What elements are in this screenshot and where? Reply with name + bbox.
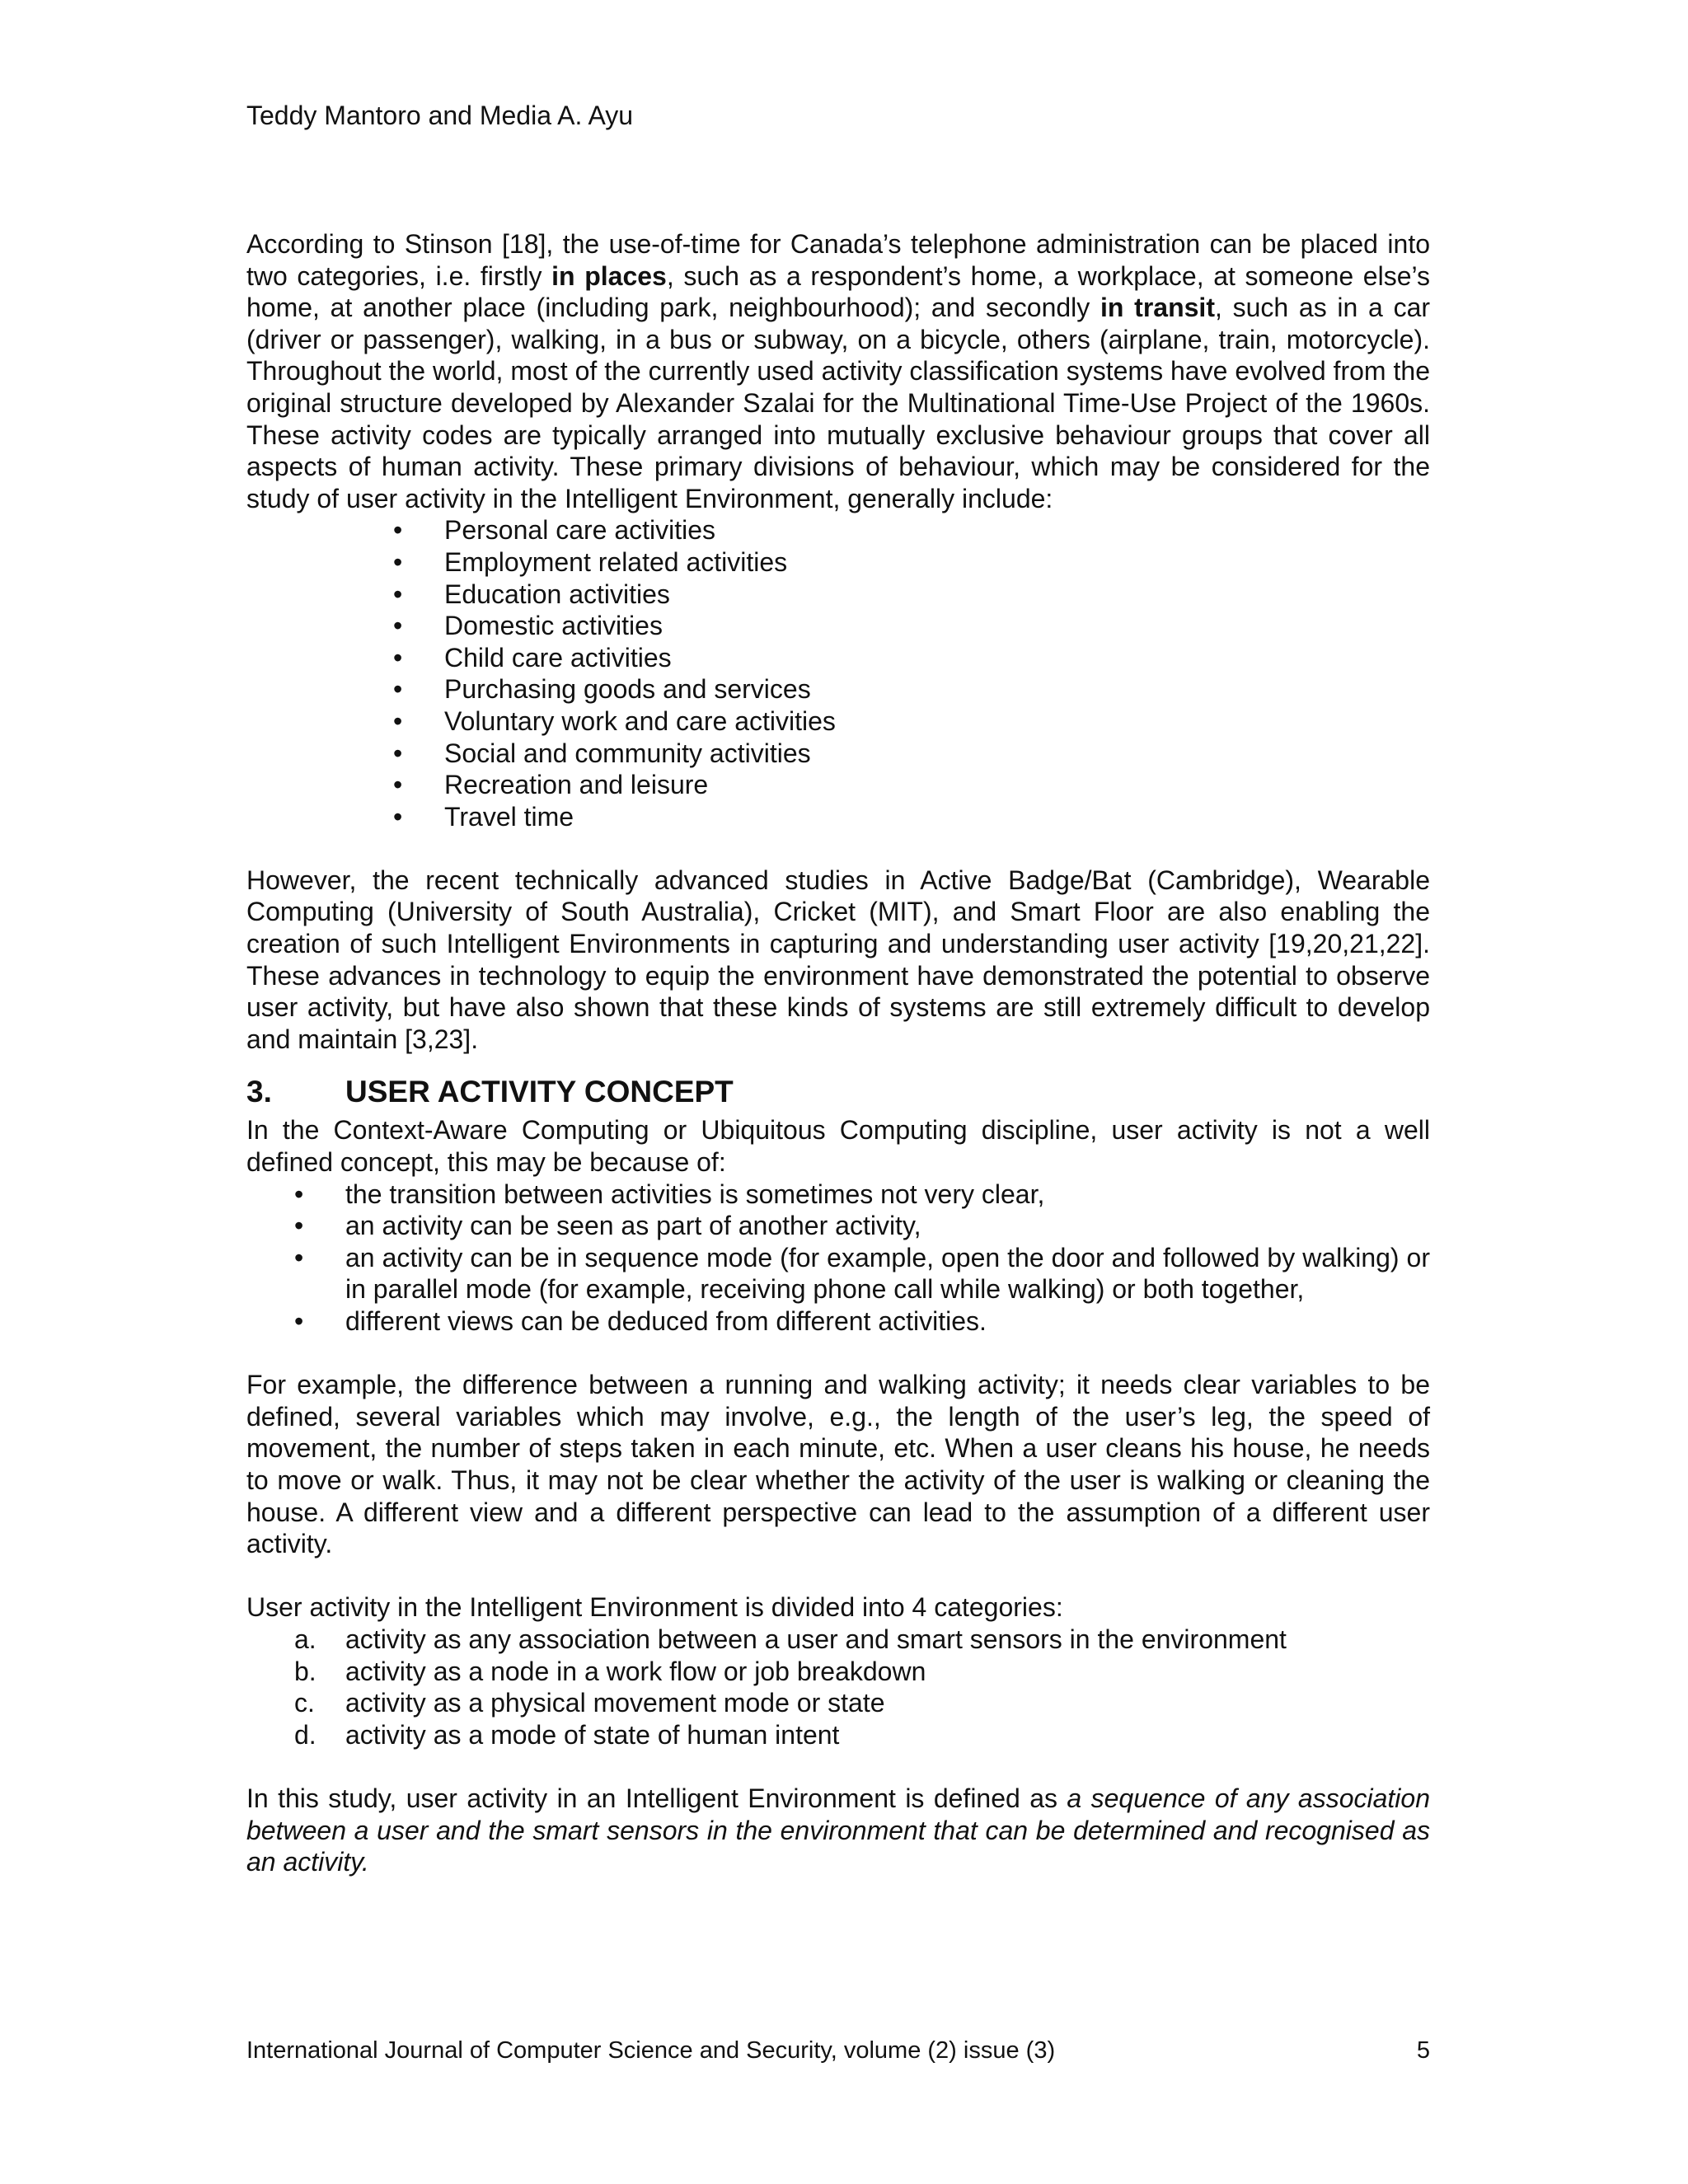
- page-number: 5: [1416, 2037, 1430, 2064]
- journal-citation: International Journal of Computer Science and Security, volume (2) issue (3): [246, 2037, 1056, 2064]
- list-marker: d.: [294, 1719, 316, 1750]
- spacer: [246, 832, 1430, 865]
- paragraph-text: According to Stinson [18], the use-of-time for Canada’s telephone administration can be placed into two categories, i.e. firstly: [246, 229, 1430, 291]
- list-item: • Personal care activities: [393, 514, 1430, 546]
- list-marker: a.: [294, 1624, 316, 1654]
- list-item: [294, 1656, 1430, 1688]
- list-item: • an activity can be seen as part of another activity,: [294, 1210, 1430, 1242]
- bold-term-in-transit: in transit: [1100, 293, 1215, 323]
- spacer: [246, 1560, 1430, 1592]
- list-item: • Employment related activities: [393, 546, 1430, 579]
- section-title: USER ACTIVITY CONCEPT: [345, 1075, 734, 1109]
- paragraph-text: , such as a respondent’s home, a workplace, at someone else’s home, at another place (including park, neighbourhood); and secondly: [246, 260, 1431, 323]
- paragraph-text: In this study, user activity in an Intelligent Environment is defined as: [246, 1783, 1067, 1813]
- list-item: • Recreation and leisure: [393, 769, 1430, 801]
- bold-term-in-places: in places: [551, 260, 667, 291]
- list-item: • Social and community activities: [393, 738, 1430, 770]
- paragraph-definition: [246, 1783, 1430, 1878]
- list-item: • different views can be deduced from different activities.: [294, 1305, 1430, 1338]
- list-item: • Purchasing goods and services: [393, 673, 1430, 705]
- list-item: • Voluntary work and care activities: [393, 705, 1430, 738]
- list-item-text: activity as any association between a user and smart sensors in the environment: [345, 1624, 1287, 1654]
- paragraph-running-walking: For example, the difference between a running and walking activity; it needs clear variables to be defined, several variables which may involve, e.g., the length of the user’s leg, the speed of movement, the number of steps taken in each minute, etc. When a user cleans his house, he needs to move or walk. Thus, it may not be clear whether the activity of the user is walking or cleaning the house. A different view and a different perspective can lead to the assumption of a different user activity.: [246, 1370, 1430, 1559]
- paragraph-text: , such as in a car (driver or passenger), walking, in a bus or subway, on a bicycle, others (airplane, train, motorcycle). Throughout the world, most of the currently used activity classification systems have evolved from the original structure developed by Alexander Szalai for the Multinational Time-Use Project of the 1960s. These activity codes are typically arranged into mutually exclusive behaviour groups that cover all aspects of human activity. These primary divisions of behaviour, which may be considered for the study of user activity in the Intelligent Environment, generally include:: [246, 293, 1431, 513]
- spacer: [246, 1338, 1430, 1370]
- list-item: • Child care activities: [393, 642, 1430, 674]
- paragraph-stinson: [246, 228, 1430, 514]
- running-header: Teddy Mantoro and Media A. Ayu: [246, 101, 634, 130]
- list-item: • Domestic activities: [393, 610, 1430, 642]
- list-item: [294, 1719, 1430, 1751]
- paragraph-advanced-studies: However, the recent technically advanced studies in Active Badge/Bat (Cambridge), Wearable Computing (University of South Australia), Cricket (MIT), and Smart Floor are also enabling the creation of such Intelligent Environments in capturing and understanding user activity [19,20,21,22]. These advances in technology to equip the environment have demonstrated the potential to observe user activity, but have also shown that these kinds of systems are still extremely difficult to develop and maintain [3,23].: [246, 865, 1430, 1054]
- list-marker: c.: [294, 1688, 315, 1718]
- page-footer: [246, 2036, 1430, 2065]
- list-item-text: activity as a node in a work flow or job breakdown: [345, 1656, 926, 1686]
- activity-categories-list: [246, 1624, 1430, 1750]
- list-item: • Education activities: [393, 579, 1430, 611]
- section-number: 3.: [246, 1075, 272, 1109]
- activity-divisions-list: [246, 514, 1430, 832]
- list-item: • an activity can be in sequence mode (for example, open the door and followed by walking) or in parallel mode (for example, receiving phone call while walking) or both together,: [294, 1242, 1430, 1305]
- page-body: [246, 228, 1430, 1878]
- list-item: • the transition between activities is sometimes not very clear,: [294, 1179, 1430, 1211]
- list-item: [294, 1687, 1430, 1719]
- paragraph-categories-intro: User activity in the Intelligent Environment is divided into 4 categories:: [246, 1592, 1063, 1623]
- section-heading: [246, 1073, 1430, 1111]
- list-item-text: activity as a physical movement mode or state: [345, 1688, 885, 1718]
- activity-reasons-list: [246, 1179, 1430, 1338]
- list-item: [294, 1624, 1430, 1656]
- list-item-text: activity as a mode of state of human intent: [345, 1719, 840, 1750]
- list-item: • Travel time: [393, 801, 1430, 833]
- italic-definition: a sequence of any association between a user and the smart sensors in the environment that can be determined and recognised as an activity.: [246, 1783, 1430, 1877]
- list-marker: b.: [294, 1656, 316, 1686]
- spacer: [246, 1750, 1430, 1783]
- paragraph-context-aware: In the Context-Aware Computing or Ubiquitous Computing discipline, user activity is not a well defined concept, this may be because of:: [246, 1115, 1430, 1178]
